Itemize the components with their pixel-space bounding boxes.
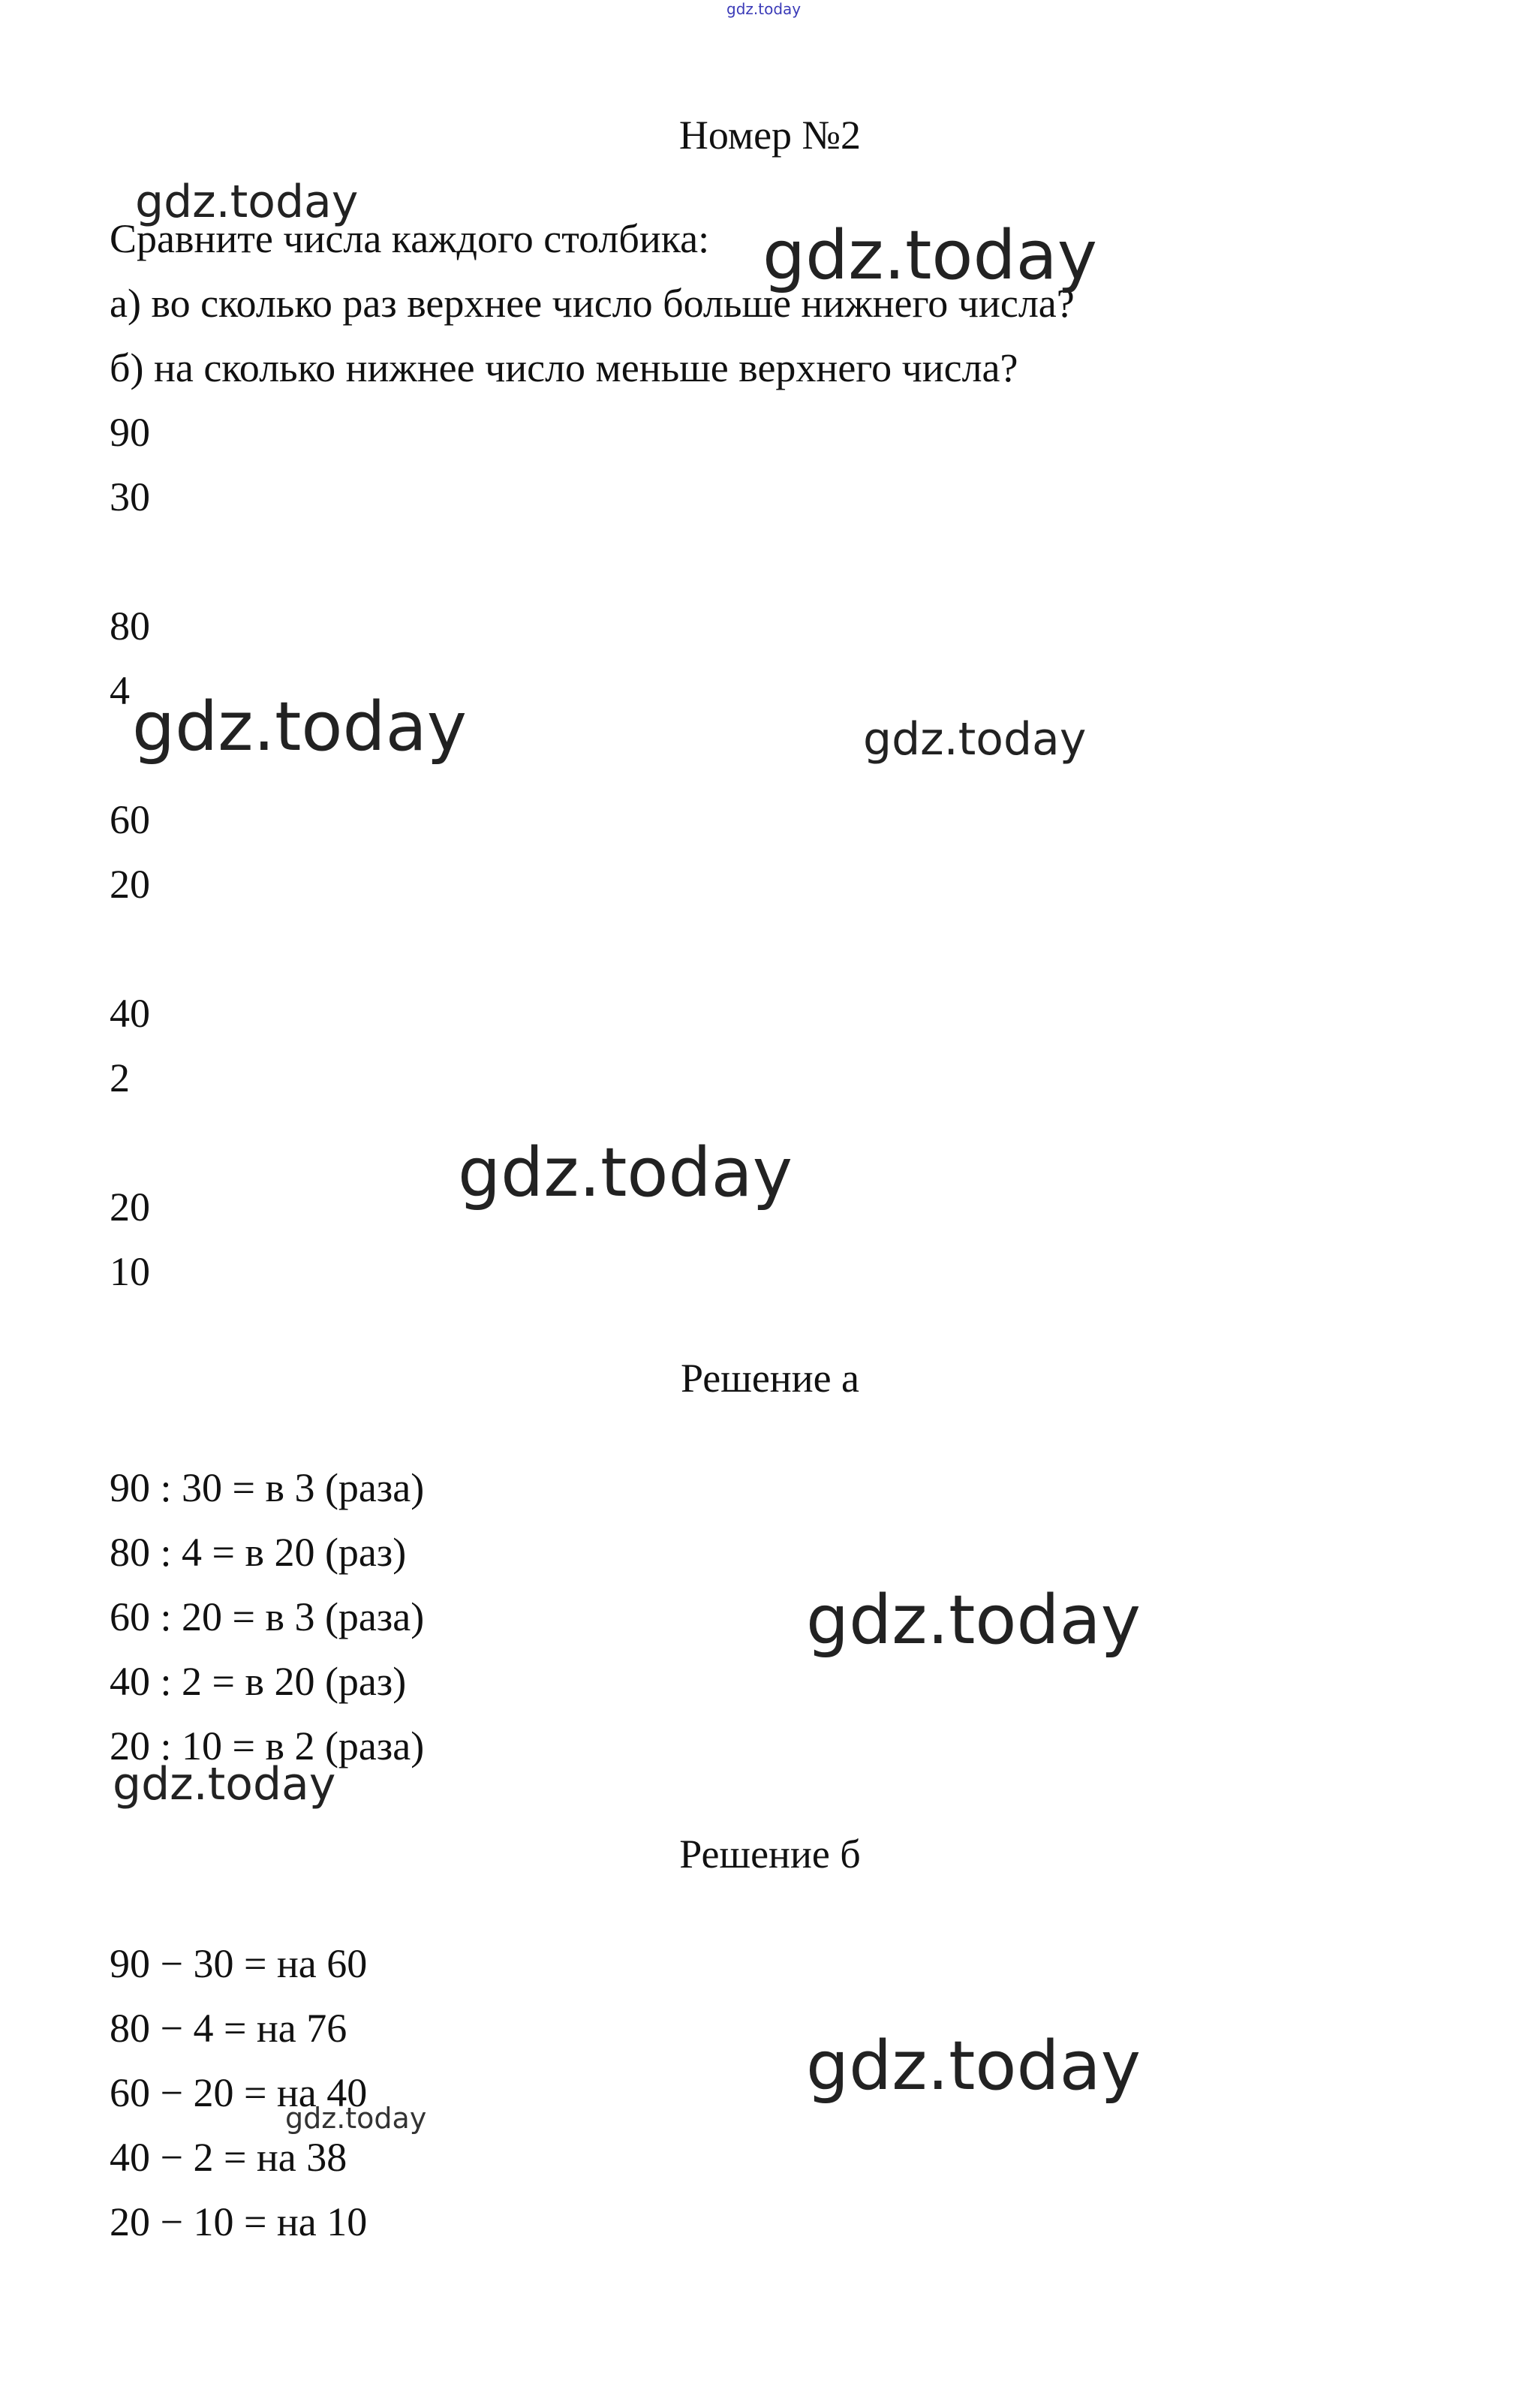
watermark: gdz.today <box>806 2027 1141 2106</box>
solution-b-line: 20 − 10 = на 10 <box>110 2199 368 2244</box>
watermark: gdz.today <box>285 2102 427 2135</box>
task-intro: Сравните числа каждого столбика: <box>110 216 710 261</box>
task-question-a: а) во сколько раз верхнее число больше нижнего числа? <box>110 281 1075 326</box>
solution-a-heading: Решение а <box>680 1356 860 1401</box>
watermark: gdz.today <box>135 176 359 228</box>
solution-b-heading: Решение б <box>679 1832 861 1877</box>
watermark: gdz.today <box>806 1581 1141 1660</box>
watermark: gdz.today <box>726 0 802 18</box>
watermark: gdz.today <box>762 216 1098 295</box>
watermark: gdz.today <box>132 688 468 766</box>
watermark: gdz.today <box>863 713 1087 766</box>
column-1-top: 90 <box>110 410 150 455</box>
column-1-bottom: 30 <box>110 474 150 519</box>
solution-a-line: 20 : 10 = в 2 (раза) <box>110 1723 425 1768</box>
column-5-bottom: 10 <box>110 1249 150 1294</box>
solution-a-line: 90 : 30 = в 3 (раза) <box>110 1465 425 1510</box>
column-2-bottom: 4 <box>110 668 130 713</box>
column-4-top: 40 <box>110 991 150 1036</box>
solution-a-line: 80 : 4 = в 20 (раз) <box>110 1530 407 1575</box>
solution-a-line: 40 : 2 = в 20 (раз) <box>110 1659 407 1704</box>
column-2-top: 80 <box>110 604 150 649</box>
watermark: gdz.today <box>458 1133 793 1212</box>
column-5-top: 20 <box>110 1184 150 1230</box>
solution-b-line: 90 − 30 = на 60 <box>110 1941 368 1986</box>
task-question-b: б) на сколько нижнее число меньше верхнего числа? <box>110 345 1018 390</box>
column-4-bottom: 2 <box>110 1055 130 1100</box>
solution-a-line: 60 : 20 = в 3 (раза) <box>110 1594 425 1639</box>
watermark: gdz.today <box>113 1758 336 1811</box>
solution-b-line: 60 − 20 = на 40 <box>110 2070 368 2115</box>
column-3-bottom: 20 <box>110 862 150 907</box>
column-3-top: 60 <box>110 797 150 842</box>
solution-b-line: 40 − 2 = на 38 <box>110 2135 347 2180</box>
page-title: Номер №2 <box>678 113 862 158</box>
solution-b-line: 80 − 4 = на 76 <box>110 2006 347 2051</box>
